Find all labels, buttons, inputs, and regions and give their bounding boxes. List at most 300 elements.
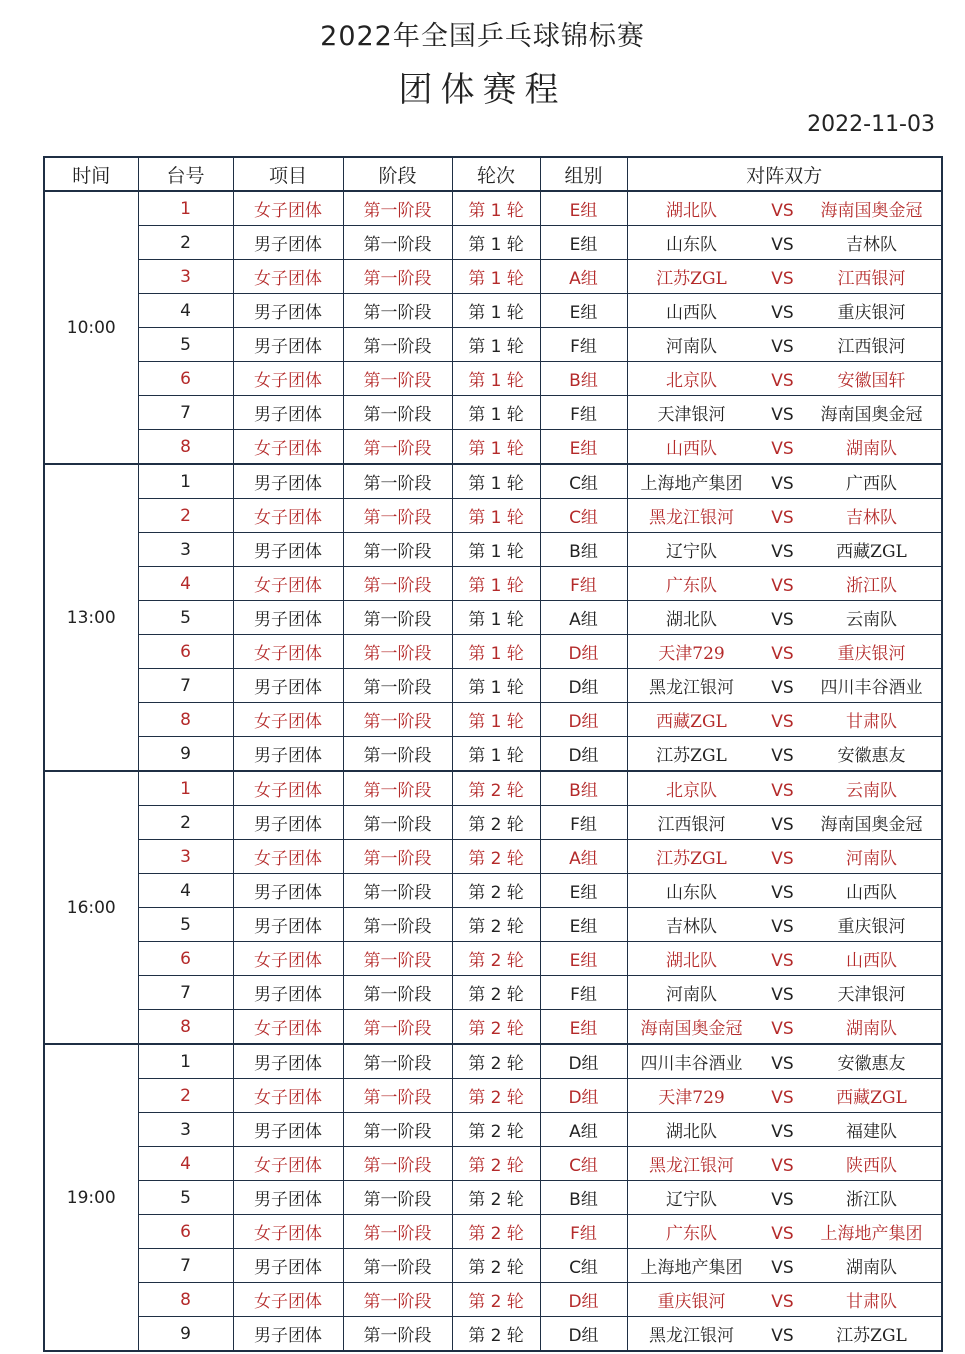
table-row [44, 294, 942, 328]
table-row [44, 874, 942, 908]
table-body [44, 191, 942, 1351]
vs-label: VS [771, 1190, 794, 1210]
event-cell: 男子团体 [233, 669, 343, 703]
vs-label: VS [771, 303, 794, 323]
round-cell: 第 1 轮 [452, 328, 540, 362]
group-cell: C组 [540, 464, 627, 499]
vs-label: VS [771, 1292, 794, 1312]
team-a: 重庆银河 [657, 1292, 726, 1312]
stage-cell: 第一阶段 [343, 499, 452, 533]
event-cell: 男子团体 [233, 396, 343, 430]
event-cell: 男子团体 [233, 737, 343, 772]
team-b: 西藏ZGL [836, 1088, 907, 1108]
stage-cell: 第一阶段 [343, 635, 452, 669]
event-cell: 女子团体 [233, 191, 343, 226]
team-b: 江苏ZGL [836, 1326, 907, 1346]
team-a: 上海地产集团 [640, 1258, 743, 1278]
group-cell: C组 [540, 1249, 627, 1283]
stage-cell: 第一阶段 [343, 396, 452, 430]
event-cell: 男子团体 [233, 1113, 343, 1147]
group-cell: E组 [540, 226, 627, 260]
group-cell: D组 [540, 737, 627, 772]
group-cell: E组 [540, 294, 627, 328]
table-number: 5 [138, 328, 233, 362]
round-cell: 第 1 轮 [452, 191, 540, 226]
round-cell: 第 1 轮 [452, 294, 540, 328]
table-number: 3 [138, 533, 233, 567]
team-a: 北京队 [666, 781, 717, 801]
round-cell: 第 2 轮 [452, 806, 540, 840]
vs-label: VS [771, 405, 794, 425]
team-a: 湖北队 [666, 201, 717, 221]
matchup-cell [627, 669, 942, 703]
header-row [44, 157, 942, 191]
event-cell: 男子团体 [233, 294, 343, 328]
vs-label: VS [771, 371, 794, 391]
session-time: 10:00 [44, 191, 138, 464]
table-number: 8 [138, 430, 233, 465]
round-cell: 第 2 轮 [452, 976, 540, 1010]
table-row [44, 1044, 942, 1079]
stage-cell: 第一阶段 [343, 1215, 452, 1249]
team-b: 江西银河 [837, 337, 906, 357]
round-cell: 第 2 轮 [452, 874, 540, 908]
team-b: 重庆银河 [837, 917, 906, 937]
session-time: 16:00 [44, 771, 138, 1044]
table-number: 8 [138, 1283, 233, 1317]
matchup-cell [627, 806, 942, 840]
matchup-cell [627, 942, 942, 976]
stage-cell: 第一阶段 [343, 1079, 452, 1113]
group-cell: C组 [540, 1147, 627, 1181]
table-row [44, 1079, 942, 1113]
group-cell: D组 [540, 1044, 627, 1079]
table-number: 6 [138, 1215, 233, 1249]
col-header-event: 项目 [233, 157, 343, 191]
table-row [44, 908, 942, 942]
event-cell: 女子团体 [233, 1010, 343, 1045]
table-row [44, 567, 942, 601]
team-b: 海南国奥金冠 [820, 405, 923, 425]
group-cell: F组 [540, 567, 627, 601]
vs-label: VS [771, 269, 794, 289]
group-cell: F组 [540, 806, 627, 840]
round-cell: 第 2 轮 [452, 1283, 540, 1317]
event-cell: 女子团体 [233, 1215, 343, 1249]
table-row [44, 1113, 942, 1147]
team-a: 黑龙江银河 [649, 678, 734, 698]
event-cell: 男子团体 [233, 976, 343, 1010]
group-cell: E组 [540, 942, 627, 976]
table-number: 3 [138, 1113, 233, 1147]
event-cell: 女子团体 [233, 1283, 343, 1317]
group-cell: B组 [540, 533, 627, 567]
table-row [44, 737, 942, 772]
team-b: 云南队 [846, 781, 897, 801]
matchup-cell [627, 362, 942, 396]
vs-label: VS [771, 746, 794, 766]
vs-label: VS [771, 1258, 794, 1278]
event-cell: 女子团体 [233, 942, 343, 976]
round-cell: 第 2 轮 [452, 1113, 540, 1147]
matchup-cell [627, 1079, 942, 1113]
table-number: 1 [138, 771, 233, 806]
team-b: 湖南队 [846, 1019, 897, 1039]
vs-label: VS [771, 542, 794, 562]
round-cell: 第 1 轮 [452, 567, 540, 601]
round-cell: 第 1 轮 [452, 601, 540, 635]
team-a: 广东队 [666, 1224, 717, 1244]
table-row [44, 771, 942, 806]
round-cell: 第 1 轮 [452, 635, 540, 669]
team-b: 陕西队 [846, 1156, 897, 1176]
stage-cell: 第一阶段 [343, 874, 452, 908]
event-cell: 女子团体 [233, 362, 343, 396]
team-b: 重庆银河 [837, 303, 906, 323]
matchup-cell [627, 1181, 942, 1215]
team-b: 河南队 [846, 849, 897, 869]
team-b: 甘肃队 [846, 1292, 897, 1312]
table-row [44, 942, 942, 976]
matchup-cell [627, 533, 942, 567]
stage-cell: 第一阶段 [343, 806, 452, 840]
table-row [44, 1249, 942, 1283]
event-cell: 男子团体 [233, 1044, 343, 1079]
event-cell: 男子团体 [233, 464, 343, 499]
table-number: 5 [138, 908, 233, 942]
stage-cell: 第一阶段 [343, 226, 452, 260]
event-cell: 女子团体 [233, 260, 343, 294]
team-b: 安徽国轩 [837, 371, 906, 391]
team-a: 辽宁队 [666, 542, 717, 562]
stage-cell: 第一阶段 [343, 601, 452, 635]
matchup-cell [627, 771, 942, 806]
team-b: 重庆银河 [837, 644, 906, 664]
group-cell: E组 [540, 874, 627, 908]
team-b: 云南队 [846, 610, 897, 630]
matchup-cell [627, 1147, 942, 1181]
matchup-cell [627, 567, 942, 601]
team-a: 江苏ZGL [656, 849, 727, 869]
stage-cell: 第一阶段 [343, 1147, 452, 1181]
team-a: 湖北队 [666, 1122, 717, 1142]
event-cell: 男子团体 [233, 601, 343, 635]
vs-label: VS [771, 1122, 794, 1142]
matchup-cell [627, 1044, 942, 1079]
stage-cell: 第一阶段 [343, 908, 452, 942]
table-number: 5 [138, 1181, 233, 1215]
event-cell: 男子团体 [233, 1317, 343, 1352]
team-a: 山东队 [666, 235, 717, 255]
table-number: 5 [138, 601, 233, 635]
matchup-cell [627, 1283, 942, 1317]
team-a: 江苏ZGL [656, 746, 727, 766]
team-b: 福建队 [846, 1122, 897, 1142]
team-b: 湖南队 [846, 1258, 897, 1278]
table-number: 6 [138, 362, 233, 396]
table-number: 4 [138, 294, 233, 328]
table-number: 7 [138, 669, 233, 703]
team-b: 吉林队 [846, 235, 897, 255]
vs-label: VS [771, 985, 794, 1005]
round-cell: 第 1 轮 [452, 362, 540, 396]
event-cell: 男子团体 [233, 806, 343, 840]
table-row [44, 1181, 942, 1215]
vs-label: VS [771, 1054, 794, 1074]
team-a: 天津729 [658, 644, 725, 664]
team-b: 四川丰谷酒业 [820, 678, 923, 698]
stage-cell: 第一阶段 [343, 1044, 452, 1079]
team-a: 吉林队 [666, 917, 717, 937]
stage-cell: 第一阶段 [343, 1283, 452, 1317]
session-time: 13:00 [44, 464, 138, 771]
team-a: 黑龙江银河 [649, 1156, 734, 1176]
team-a: 湖北队 [666, 610, 717, 630]
team-a: 四川丰谷酒业 [640, 1054, 743, 1074]
round-cell: 第 2 轮 [452, 1181, 540, 1215]
matchup-cell [627, 464, 942, 499]
vs-label: VS [771, 474, 794, 494]
vs-label: VS [771, 917, 794, 937]
table-number: 2 [138, 806, 233, 840]
col-header-table-no: 台号 [138, 157, 233, 191]
group-cell: A组 [540, 840, 627, 874]
group-cell: D组 [540, 1317, 627, 1352]
group-cell: A组 [540, 260, 627, 294]
team-a: 湖北队 [666, 951, 717, 971]
team-b: 山西队 [846, 951, 897, 971]
col-header-group: 组别 [540, 157, 627, 191]
round-cell: 第 2 轮 [452, 1147, 540, 1181]
stage-cell: 第一阶段 [343, 703, 452, 737]
vs-label: VS [771, 439, 794, 459]
table-row [44, 533, 942, 567]
col-header-round: 轮次 [452, 157, 540, 191]
stage-cell: 第一阶段 [343, 669, 452, 703]
stage-cell: 第一阶段 [343, 567, 452, 601]
team-b: 天津银河 [837, 985, 906, 1005]
stage-cell: 第一阶段 [343, 430, 452, 465]
stage-cell: 第一阶段 [343, 260, 452, 294]
table-row [44, 703, 942, 737]
table-row [44, 840, 942, 874]
table-number: 1 [138, 191, 233, 226]
team-a: 天津银河 [657, 405, 726, 425]
team-b: 上海地产集团 [820, 1224, 923, 1244]
table-row [44, 1317, 942, 1352]
team-a: 山西队 [666, 439, 717, 459]
table-number: 1 [138, 1044, 233, 1079]
group-cell: F组 [540, 396, 627, 430]
event-cell: 女子团体 [233, 430, 343, 465]
table-row [44, 362, 942, 396]
group-cell: B组 [540, 1181, 627, 1215]
team-a: 天津729 [658, 1088, 725, 1108]
table-number: 7 [138, 976, 233, 1010]
stage-cell: 第一阶段 [343, 362, 452, 396]
event-cell: 男子团体 [233, 533, 343, 567]
vs-label: VS [771, 781, 794, 801]
matchup-cell [627, 874, 942, 908]
team-a: 山西队 [666, 303, 717, 323]
table-row [44, 1215, 942, 1249]
round-cell: 第 2 轮 [452, 1215, 540, 1249]
event-cell: 女子团体 [233, 635, 343, 669]
event-cell: 女子团体 [233, 771, 343, 806]
table-number: 4 [138, 567, 233, 601]
group-cell: A组 [540, 601, 627, 635]
team-a: 黑龙江银河 [649, 1326, 734, 1346]
table-header [44, 157, 942, 191]
group-cell: B组 [540, 362, 627, 396]
matchup-cell [627, 260, 942, 294]
team-b: 安徽惠友 [837, 1054, 906, 1074]
table-row [44, 430, 942, 465]
vs-label: VS [771, 1019, 794, 1039]
event-cell: 男子团体 [233, 328, 343, 362]
table-row [44, 1147, 942, 1181]
group-cell: B组 [540, 771, 627, 806]
event-cell: 女子团体 [233, 1147, 343, 1181]
group-cell: D组 [540, 635, 627, 669]
matchup-cell [627, 635, 942, 669]
vs-label: VS [771, 883, 794, 903]
matchup-cell [627, 1010, 942, 1045]
matchup-cell [627, 737, 942, 772]
table-row [44, 635, 942, 669]
stage-cell: 第一阶段 [343, 976, 452, 1010]
vs-label: VS [771, 951, 794, 971]
event-cell: 男子团体 [233, 908, 343, 942]
round-cell: 第 1 轮 [452, 499, 540, 533]
table-number: 2 [138, 499, 233, 533]
team-a: 上海地产集团 [640, 474, 743, 494]
event-cell: 男子团体 [233, 874, 343, 908]
vs-label: VS [771, 201, 794, 221]
event-cell: 男子团体 [233, 1249, 343, 1283]
stage-cell: 第一阶段 [343, 840, 452, 874]
stage-cell: 第一阶段 [343, 771, 452, 806]
matchup-cell [627, 1249, 942, 1283]
vs-label: VS [771, 337, 794, 357]
event-cell: 女子团体 [233, 567, 343, 601]
event-cell: 女子团体 [233, 840, 343, 874]
stage-cell: 第一阶段 [343, 1010, 452, 1045]
schedule-date: 2022-11-03 [807, 112, 935, 137]
table-number: 3 [138, 260, 233, 294]
team-a: 黑龙江银河 [649, 508, 734, 528]
team-a: 江苏ZGL [656, 269, 727, 289]
matchup-cell [627, 226, 942, 260]
page-subtitle: 团体赛程 [398, 70, 567, 110]
matchup-cell [627, 1215, 942, 1249]
stage-cell: 第一阶段 [343, 1317, 452, 1352]
vs-label: VS [771, 678, 794, 698]
round-cell: 第 1 轮 [452, 669, 540, 703]
team-b: 海南国奥金冠 [820, 815, 923, 835]
team-a: 河南队 [666, 985, 717, 1005]
session-time: 19:00 [44, 1044, 138, 1351]
table-number: 7 [138, 1249, 233, 1283]
matchup-cell [627, 328, 942, 362]
round-cell: 第 1 轮 [452, 430, 540, 465]
vs-label: VS [771, 849, 794, 869]
table-number: 8 [138, 703, 233, 737]
stage-cell: 第一阶段 [343, 1249, 452, 1283]
table-number: 7 [138, 396, 233, 430]
team-b: 海南国奥金冠 [820, 201, 923, 221]
round-cell: 第 2 轮 [452, 908, 540, 942]
group-cell: F组 [540, 976, 627, 1010]
stage-cell: 第一阶段 [343, 294, 452, 328]
table-row [44, 806, 942, 840]
vs-label: VS [771, 815, 794, 835]
group-cell: E组 [540, 1010, 627, 1045]
table-row [44, 464, 942, 499]
matchup-cell [627, 840, 942, 874]
matchup-cell [627, 499, 942, 533]
team-b: 浙江队 [846, 1190, 897, 1210]
matchup-cell [627, 294, 942, 328]
group-cell: D组 [540, 1079, 627, 1113]
round-cell: 第 2 轮 [452, 840, 540, 874]
matchup-cell [627, 396, 942, 430]
vs-label: VS [771, 1326, 794, 1346]
round-cell: 第 1 轮 [452, 226, 540, 260]
round-cell: 第 2 轮 [452, 1249, 540, 1283]
matchup-cell [627, 601, 942, 635]
round-cell: 第 2 轮 [452, 942, 540, 976]
vs-label: VS [771, 235, 794, 255]
col-header-time: 时间 [44, 157, 138, 191]
team-b: 吉林队 [846, 508, 897, 528]
table-number: 3 [138, 840, 233, 874]
group-cell: E组 [540, 191, 627, 226]
table-row [44, 328, 942, 362]
table-number: 2 [138, 1079, 233, 1113]
team-b: 山西队 [846, 883, 897, 903]
table-row [44, 226, 942, 260]
table-number: 9 [138, 737, 233, 772]
table-number: 2 [138, 226, 233, 260]
stage-cell: 第一阶段 [343, 1113, 452, 1147]
group-cell: C组 [540, 499, 627, 533]
team-a: 河南队 [666, 337, 717, 357]
table-number: 1 [138, 464, 233, 499]
team-a: 北京队 [666, 371, 717, 391]
round-cell: 第 2 轮 [452, 1044, 540, 1079]
table-number: 6 [138, 942, 233, 976]
team-b: 甘肃队 [846, 712, 897, 732]
event-cell: 女子团体 [233, 499, 343, 533]
matchup-cell [627, 1317, 942, 1352]
table-row [44, 499, 942, 533]
vs-label: VS [771, 1088, 794, 1108]
group-cell: D组 [540, 1283, 627, 1317]
group-cell: F组 [540, 1215, 627, 1249]
team-a: 西藏ZGL [656, 712, 727, 732]
table-row [44, 669, 942, 703]
matchup-cell [627, 1113, 942, 1147]
stage-cell: 第一阶段 [343, 942, 452, 976]
matchup-cell [627, 976, 942, 1010]
stage-cell: 第一阶段 [343, 1181, 452, 1215]
table-row [44, 601, 942, 635]
stage-cell: 第一阶段 [343, 737, 452, 772]
team-a: 江西银河 [657, 815, 726, 835]
matchup-cell [627, 430, 942, 465]
group-cell: D组 [540, 669, 627, 703]
